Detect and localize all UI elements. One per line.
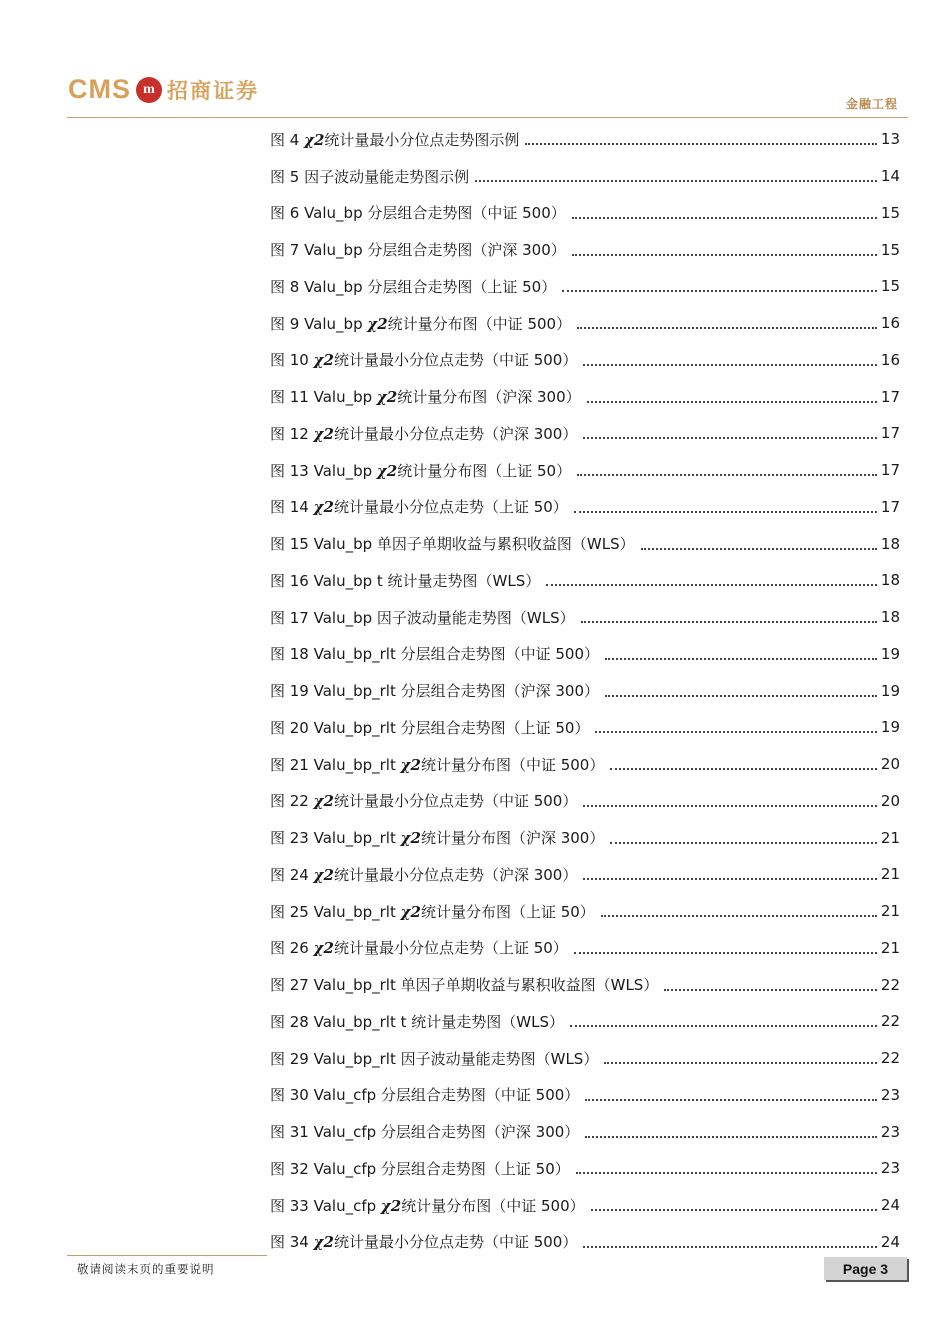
toc-entry[interactable]: [270, 930, 900, 967]
toc-dot-leader: [574, 511, 877, 513]
toc-entry-title: 图 23 Valu_bp_rlt χ2统计量分布图（沪深 300）: [270, 829, 605, 848]
toc-entry[interactable]: [270, 268, 900, 305]
toc-dot-leader: [601, 915, 877, 917]
chi-square-symbol: χ2: [313, 865, 334, 884]
toc-entry-page: 17: [880, 387, 900, 406]
toc-dot-leader: [581, 621, 877, 623]
toc-entry-title: 图 30 Valu_cfp 分层组合走势图（中证 500）: [270, 1086, 580, 1105]
chi-square-symbol: χ2: [313, 1233, 334, 1252]
toc-entry-title: 图 12 χ2统计量最小分位点走势（沪深 300）: [270, 424, 578, 443]
toc-entry-page: 15: [880, 277, 900, 296]
footer-divider: [67, 1255, 267, 1256]
toc-entry[interactable]: [270, 1224, 900, 1261]
toc-entry[interactable]: [270, 819, 900, 856]
toc-entry-page: 18: [880, 571, 900, 590]
toc-entry[interactable]: [270, 746, 900, 783]
toc-entry-page: 23: [880, 1159, 900, 1178]
toc-entry-title: 图 28 Valu_bp_rlt t 统计量走势图（WLS）: [270, 1012, 564, 1031]
chi-square-symbol: χ2: [376, 388, 398, 407]
toc-entry-title: 图 24 χ2统计量最小分位点走势（沪深 300）: [270, 865, 578, 884]
toc-dot-leader: [525, 143, 876, 145]
toc-dot-leader: [591, 1209, 877, 1211]
chi-square-symbol: χ2: [313, 939, 334, 958]
toc-entry[interactable]: [270, 1113, 900, 1150]
toc-entry[interactable]: [270, 342, 900, 379]
toc-entry[interactable]: [270, 525, 900, 562]
toc-entry-page: 17: [880, 461, 900, 480]
toc-entry[interactable]: [270, 1003, 900, 1040]
toc-entry-title: 图 27 Valu_bp_rlt 单因子单期收益与累积收益图（WLS）: [270, 976, 659, 995]
toc-entry[interactable]: [270, 783, 900, 820]
chi-square-symbol: χ2: [380, 1196, 402, 1215]
toc-entry-title: 图 10 χ2统计量最小分位点走势（中证 500）: [270, 351, 578, 370]
toc-entry[interactable]: [270, 378, 900, 415]
toc-entry-page: 21: [880, 902, 900, 921]
toc-dot-leader: [583, 437, 877, 439]
chi-square-symbol: χ2: [400, 902, 421, 921]
toc-entry[interactable]: [270, 1040, 900, 1077]
toc-dot-leader: [572, 254, 877, 256]
toc-entry-title: 图 25 Valu_bp_rlt χ2统计量分布图（上证 50）: [270, 902, 595, 921]
toc-entry-page: 20: [880, 791, 900, 810]
toc-entry-title: 图 33 Valu_cfp χ2统计量分布图（中证 500）: [270, 1196, 585, 1215]
toc-entry-page: 24: [880, 1196, 900, 1215]
toc-entry-page: 21: [880, 938, 900, 957]
toc-entry[interactable]: [270, 231, 900, 268]
chi-square-symbol: χ2: [400, 829, 421, 848]
logo-mark-icon: m: [136, 77, 162, 103]
toc-entry[interactable]: [270, 489, 900, 526]
toc-entry-title: 图 15 Valu_bp 单因子单期收益与累积收益图（WLS）: [270, 535, 635, 554]
toc-dot-leader: [583, 878, 877, 880]
toc-entry[interactable]: [270, 158, 900, 195]
toc-entry[interactable]: [270, 709, 900, 746]
toc-dot-leader: [583, 1246, 877, 1248]
toc-dot-leader: [604, 1062, 877, 1064]
toc-dot-leader: [585, 1099, 877, 1101]
toc-entry-page: 14: [880, 167, 900, 186]
toc-dot-leader: [664, 989, 877, 991]
toc-entry-title: 图 4 χ2统计量最小分位点走势图示例: [270, 130, 520, 149]
toc-entry[interactable]: [270, 195, 900, 232]
toc-entry-page: 15: [880, 203, 900, 222]
footer-disclaimer: 敬请阅读末页的重要说明: [77, 1262, 215, 1276]
toc-entry-page: 21: [880, 828, 900, 847]
toc-entry-title: 图 9 Valu_bp χ2统计量分布图（中证 500）: [270, 314, 572, 333]
toc-entry-title: 图 32 Valu_cfp 分层组合走势图（上证 50）: [270, 1159, 570, 1178]
toc-entry-title: 图 6 Valu_bp 分层组合走势图（中证 500）: [270, 204, 566, 223]
chi-square-symbol: χ2: [313, 424, 334, 443]
toc-entry-title: 图 21 Valu_bp_rlt χ2统计量分布图（中证 500）: [270, 755, 605, 774]
toc-entry-page: 18: [880, 534, 900, 553]
toc-entry[interactable]: [270, 672, 900, 709]
toc-entry-page: 19: [880, 644, 900, 663]
toc-dot-leader: [605, 658, 877, 660]
toc-entry-page: 13: [880, 130, 900, 149]
toc-dot-leader: [587, 401, 877, 403]
toc-dot-leader: [605, 695, 877, 697]
toc-dot-leader: [610, 842, 877, 844]
toc-entry-page: 19: [880, 681, 900, 700]
toc-entry-page: 22: [880, 975, 900, 994]
toc-dot-leader: [577, 327, 877, 329]
chi-square-symbol: χ2: [367, 314, 388, 333]
toc-entry[interactable]: [270, 452, 900, 489]
toc-entry-title: 图 18 Valu_bp_rlt 分层组合走势图（中证 500）: [270, 645, 600, 664]
toc-entry-page: 19: [880, 718, 900, 737]
company-logo: [68, 74, 259, 105]
toc-dot-leader: [641, 548, 877, 550]
toc-entry-title: 图 13 Valu_bp χ2统计量分布图（上证 50）: [270, 461, 572, 480]
toc-entry[interactable]: [270, 856, 900, 893]
logo-text: CMS: [68, 74, 131, 104]
toc-dot-leader: [562, 290, 877, 292]
toc-entry-title: 图 34 χ2统计量最小分位点走势（中证 500）: [270, 1233, 578, 1252]
toc-dot-leader: [585, 1136, 877, 1138]
page-header: [0, 0, 950, 125]
toc-entry-page: 17: [880, 424, 900, 443]
toc-dot-leader: [576, 1172, 877, 1174]
toc-entry[interactable]: [270, 1077, 900, 1114]
chi-square-symbol: χ2: [400, 755, 421, 774]
toc-entry-title: 图 22 χ2统计量最小分位点走势（中证 500）: [270, 792, 578, 811]
toc-entry-title: 图 11 Valu_bp χ2统计量分布图（沪深 300）: [270, 388, 581, 407]
page-number-badge: Page 3: [824, 1257, 907, 1280]
toc-dot-leader: [572, 217, 877, 219]
toc-dot-leader: [546, 584, 877, 586]
header-divider: [67, 117, 908, 118]
toc-entry-page: 15: [880, 240, 900, 259]
toc-entry[interactable]: [270, 893, 900, 930]
toc-dot-leader: [570, 1025, 877, 1027]
toc-entry[interactable]: [270, 599, 900, 636]
toc-entry-page: 18: [880, 608, 900, 627]
section-label: 金融工程: [845, 97, 898, 111]
toc-entry[interactable]: [270, 1187, 900, 1224]
toc-entry-page: 16: [880, 350, 900, 369]
toc-dot-leader: [610, 768, 877, 770]
toc-entry-page: 24: [880, 1232, 900, 1251]
figure-list: [270, 121, 900, 1260]
toc-entry-title: 图 5 因子波动量能走势图示例: [270, 167, 470, 186]
toc-entry-title: 图 19 Valu_bp_rlt 分层组合走势图（沪深 300）: [270, 682, 600, 701]
chi-square-symbol: χ2: [304, 130, 325, 149]
toc-entry[interactable]: [270, 1150, 900, 1187]
toc-entry-title: 图 26 χ2统计量最小分位点走势（上证 50）: [270, 939, 568, 958]
toc-entry-page: 17: [880, 497, 900, 516]
toc-entry-title: 图 7 Valu_bp 分层组合走势图（沪深 300）: [270, 241, 566, 260]
toc-dot-leader: [595, 731, 876, 733]
toc-entry-title: 图 16 Valu_bp t 统计量走势图（WLS）: [270, 571, 541, 590]
toc-entry[interactable]: [270, 415, 900, 452]
chi-square-symbol: χ2: [376, 461, 398, 480]
chi-square-symbol: χ2: [313, 351, 334, 370]
toc-entry[interactable]: [270, 562, 900, 599]
toc-entry-page: 21: [880, 865, 900, 884]
toc-entry-page: 20: [880, 755, 900, 774]
chi-square-symbol: χ2: [313, 792, 334, 811]
toc-entry[interactable]: [270, 966, 900, 1003]
toc-entry-title: 图 14 χ2统计量最小分位点走势（上证 50）: [270, 498, 568, 517]
toc-entry-page: 23: [880, 1122, 900, 1141]
toc-entry-title: 图 29 Valu_bp_rlt 因子波动量能走势图（WLS）: [270, 1049, 599, 1068]
toc-entry-page: 16: [880, 314, 900, 333]
logo-chinese-name: 招商证券: [167, 77, 259, 103]
toc-dot-leader: [583, 364, 877, 366]
toc-entry[interactable]: [270, 636, 900, 673]
chi-square-symbol: χ2: [313, 498, 334, 517]
toc-entry-title: 图 31 Valu_cfp 分层组合走势图（沪深 300）: [270, 1123, 580, 1142]
toc-entry-title: 图 20 Valu_bp_rlt 分层组合走势图（上证 50）: [270, 718, 590, 737]
toc-entry-title: 图 8 Valu_bp 分层组合走势图（上证 50）: [270, 277, 557, 296]
toc-entry[interactable]: [270, 305, 900, 342]
toc-dot-leader: [577, 474, 877, 476]
toc-entry-title: 图 17 Valu_bp 因子波动量能走势图（WLS）: [270, 608, 575, 627]
toc-entry[interactable]: [270, 121, 900, 158]
toc-entry-page: 23: [880, 1085, 900, 1104]
toc-entry-page: 22: [880, 1049, 900, 1068]
toc-dot-leader: [574, 952, 877, 954]
toc-dot-leader: [583, 805, 877, 807]
toc-dot-leader: [475, 180, 877, 182]
toc-entry-page: 22: [880, 1012, 900, 1031]
